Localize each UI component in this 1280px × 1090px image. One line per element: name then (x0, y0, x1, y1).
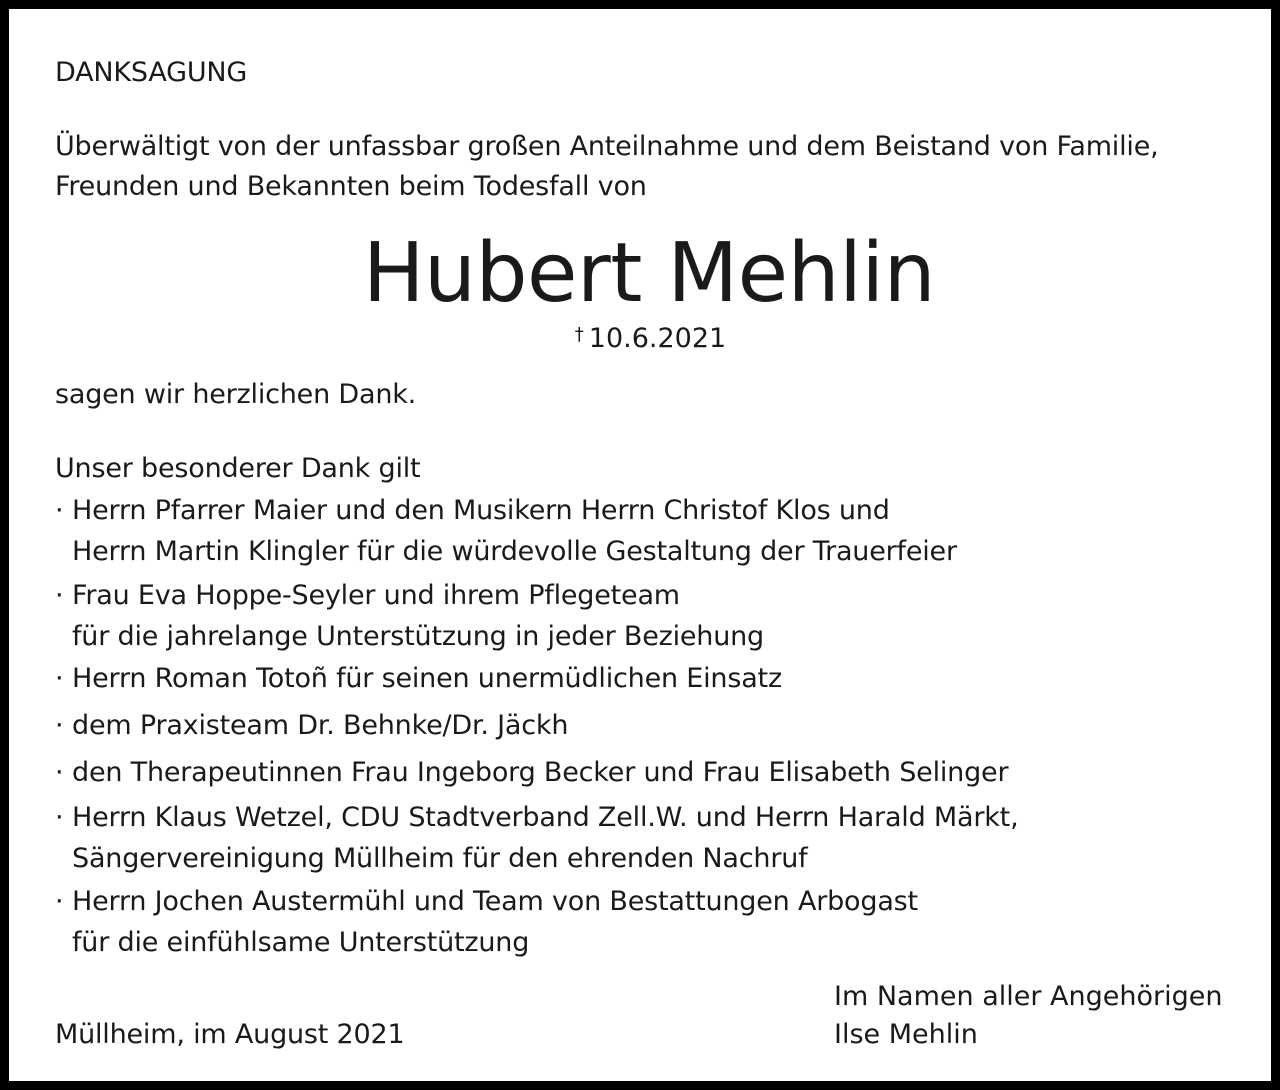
bullet: · (55, 710, 64, 741)
list-item-line-1: Frau Eva Hoppe-Seyler und ihrem Pflegeteam (72, 580, 680, 611)
death-date: 10.6.2021 (588, 323, 727, 354)
list-item (55, 797, 1018, 879)
bullet: · (55, 802, 64, 833)
list-item-line-1: Herrn Klaus Wetzel, CDU Stadtverband Zell.W. und Herrn Harald Märkt, (72, 802, 1019, 833)
place-and-date: Müllheim, im August 2021 (55, 1019, 405, 1050)
special-thanks-heading: Unser besonderer Dank gilt (55, 453, 421, 484)
signature-intro: Im Namen aller Angehörigen (834, 981, 1223, 1012)
list-item (55, 575, 764, 657)
list-item-line-1: dem Praxisteam Dr. Behnke/Dr. Jäckh (72, 710, 569, 741)
intro-line-1: Überwältigt von der unfassbar großen Anteilnahme und dem Beistand von Familie, (55, 131, 1159, 162)
list-item-line-2: für die einfühlsame Unterstützung (72, 927, 530, 958)
bullet: · (55, 495, 64, 526)
list-item (55, 881, 918, 963)
list-item (55, 705, 568, 746)
list-item-line-2: Herrn Martin Klingler für die würdevolle Gestaltung der Trauerfeier (72, 536, 957, 567)
bullet: · (55, 580, 64, 611)
deceased-name: Hubert Mehlin (362, 226, 936, 321)
list-item-line-1: Herrn Pfarrer Maier und den Musikern Herrn Christof Klos und (72, 495, 890, 526)
thanks-line: sagen wir herzlichen Dank. (55, 379, 417, 410)
list-item (55, 490, 957, 572)
death-date-line (9, 319, 1280, 362)
list-item-line-2: für die jahrelange Unterstützung in jeder Beziehung (72, 621, 764, 652)
intro-text (55, 127, 1159, 207)
bullet: · (55, 886, 64, 917)
list-item (55, 658, 782, 699)
bullet: · (55, 757, 64, 788)
signature-name: Ilse Mehlin (834, 1019, 978, 1050)
notice-heading: DANKSAGUNG (55, 57, 248, 88)
bullet: · (55, 663, 64, 694)
list-item-line-1: Herrn Roman Totoñ für seinen unermüdlichen Einsatz (72, 663, 782, 694)
dagger-symbol: † (574, 324, 584, 345)
intro-line-2: Freunden und Bekannten beim Todesfall von (55, 171, 647, 202)
list-item-line-1: den Therapeutinnen Frau Ingeborg Becker und Frau Elisabeth Selinger (72, 757, 1009, 788)
list-item-line-1: Herrn Jochen Austermühl und Team von Bestattungen Arbogast (72, 886, 918, 917)
list-item-line-2: Sängervereinigung Müllheim für den ehrenden Nachruf (72, 843, 808, 874)
list-item (55, 752, 1008, 793)
